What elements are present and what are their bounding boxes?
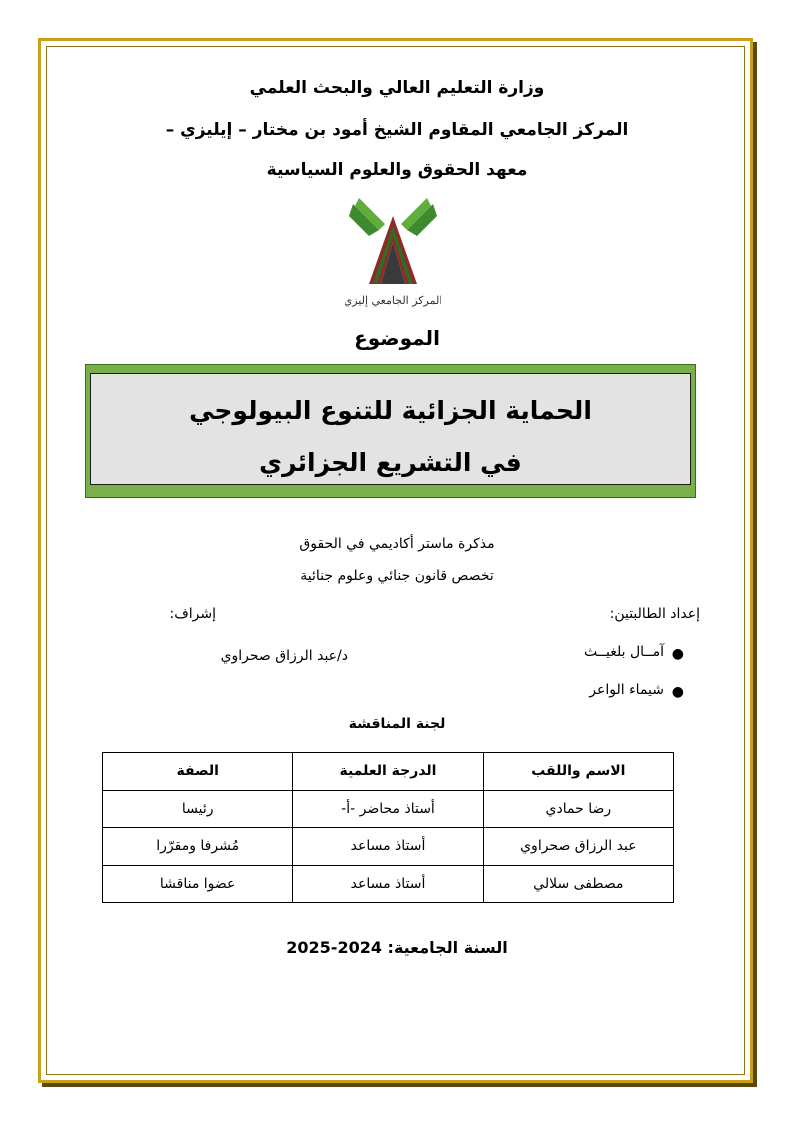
member-role: عضوا مناقشا	[103, 865, 293, 903]
thesis-title-line-1: الحماية الجزائية للتنوع البيولوجي	[189, 396, 592, 425]
thesis-specialty: تخصص قانون جنائي وعلوم جنائية	[300, 568, 494, 584]
header-role: الصفة	[103, 753, 293, 791]
committee-table	[102, 752, 674, 903]
university-logo	[345, 196, 441, 314]
member-degree: أستاذ مساعد	[293, 828, 483, 866]
subject-label: الموضوع	[354, 326, 440, 350]
member-role: مُشرفا ومقرّرا	[103, 828, 293, 866]
supervision-label: إشراف:	[169, 606, 216, 622]
header-degree: الدرجة العلمية	[293, 753, 483, 791]
academic-year: السنة الجامعية: 2024-2025	[286, 938, 508, 957]
member-role: رئيسا	[103, 790, 293, 828]
table-header-row	[103, 753, 674, 791]
member-name: رضا حمادي	[483, 790, 673, 828]
student-name-2: شيماء الواعر	[589, 682, 664, 698]
ministry-name: وزارة التعليم العالي والبحث العلمي	[249, 78, 545, 98]
member-degree: أستاذ محاضر -أ-	[293, 790, 483, 828]
committee-title: لجنة المناقشة	[348, 716, 446, 732]
member-degree: أستاذ مساعد	[293, 865, 483, 903]
table-row	[103, 828, 674, 866]
student-name-1: آمــال بلغيــث	[584, 644, 664, 660]
member-name: عبد الرزاق صحراوي	[483, 828, 673, 866]
bullet-icon: ●	[671, 646, 684, 662]
university-center-name: المركز الجامعي المقاوم الشيخ أمود بن مختار – إيليزي –	[165, 120, 629, 140]
member-name: مصطفى سلالي	[483, 865, 673, 903]
supervisor-name: د/عبد الرزاق صحراوي	[220, 648, 348, 664]
institute-name: معهد الحقوق والعلوم السياسية	[266, 160, 528, 180]
thesis-type: مذكرة ماستر أكاديمي في الحقوق	[299, 536, 495, 552]
thesis-title-box	[85, 364, 696, 498]
thesis-title-line-2: في التشريع الجزائري	[259, 448, 522, 477]
header-name: الاسم واللقب	[483, 753, 673, 791]
table-row	[103, 865, 674, 903]
bullet-icon: ●	[671, 684, 684, 700]
logo-caption: المركز الجامعي إليزي	[345, 294, 441, 307]
students-label: إعداد الطالبتين:	[609, 606, 700, 622]
table-row	[103, 790, 674, 828]
